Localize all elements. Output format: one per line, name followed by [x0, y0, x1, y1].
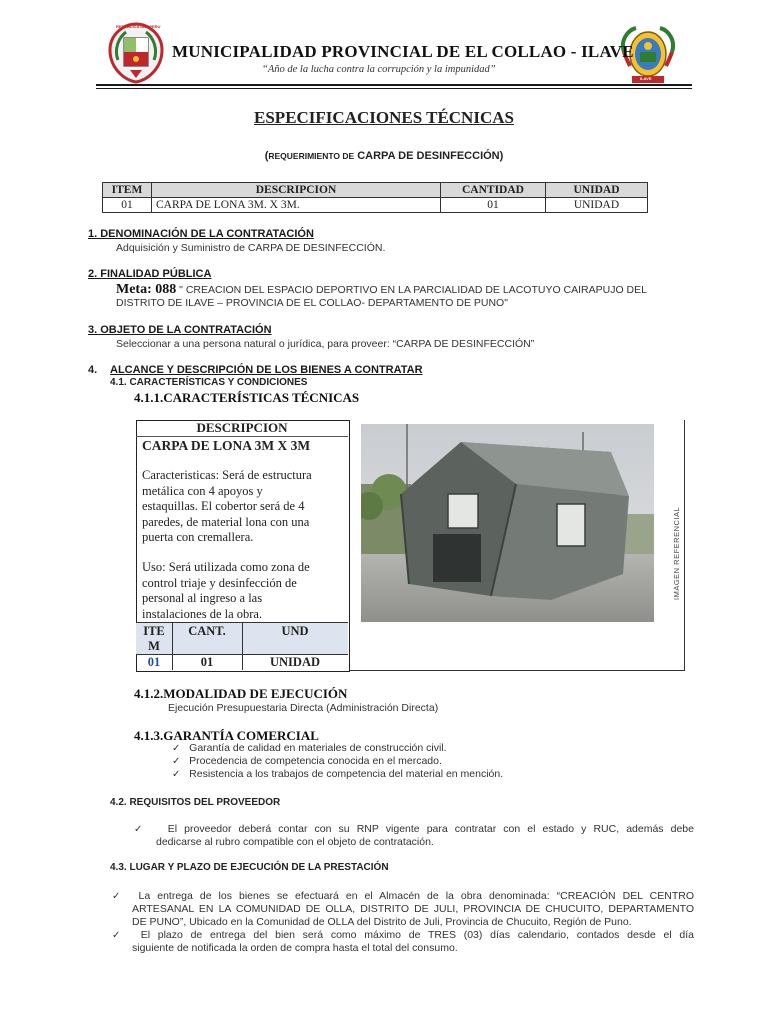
grid-col-item-line1: ITE — [143, 624, 165, 638]
spec-characteristics-line: Caracteristicas: Será de estructura — [142, 468, 312, 482]
col-header-unit: UNIDAD — [546, 183, 648, 198]
table-row — [103, 198, 648, 213]
spec-box-header: DESCRIPCION — [136, 420, 348, 437]
meta-label: Meta: 088 — [116, 282, 177, 297]
list-item: ✓ Procedencia de competencia conocida en el mercado. — [172, 755, 442, 767]
header-divider-thin — [96, 88, 692, 89]
col-header-quantity: CANTIDAD — [441, 183, 546, 198]
list-item: ✓ Garantía de calidad en materiales de construcción civil. — [172, 742, 447, 754]
spec-usage-line: personal al ingreso a las — [142, 591, 263, 605]
section-3-text: Seleccionar a una persona natural o jurídica, para proveer: “CARPA DE DESINFECCIÓN” — [116, 338, 535, 350]
section-41-heading: 4.1. CARACTERÍSTICAS Y CONDICIONES — [110, 377, 308, 388]
meta-text-1: " CREACION DEL ESPACIO DEPORTIVO EN LA PARCIALIDAD DE LACOTUYO CAIRAPUJO DEL — [176, 284, 647, 296]
section-42-heading: 4.2. REQUISITOS DEL PROVEEDOR — [110, 797, 281, 808]
col-header-item: ITEM — [103, 183, 152, 198]
spec-characteristics-line: puerta con cremallera. — [142, 530, 254, 544]
section-411-heading: 4.1.1.CARACTERÍSTICAS TÉCNICAS — [134, 390, 360, 405]
meta-text-2: DISTRITO DE ILAVE – PROVINCIA DE EL COLLAO- DEPARTAMENTO DE PUNO" — [116, 297, 508, 309]
spec-box-product-name: CARPA DE LONA 3M X 3M — [142, 438, 311, 453]
section-2-heading: 2. FINALIDAD PÚBLICA — [88, 268, 212, 280]
spec-usage-line: control triaje y desinfección de — [142, 575, 297, 590]
section-1-heading: 1. DENOMINACIÓN DE LA CONTRATACIÓN — [88, 228, 314, 240]
year-motto: “Año de la lucha contra la corrupción y la impunidad” — [262, 64, 496, 75]
spec-characteristics-line: metálica con 4 apoyos y — [142, 483, 263, 498]
grid-col-item — [136, 624, 172, 654]
grid-col-cant: CANT. — [188, 624, 226, 638]
deadline-line: ✓ El plazo de entrega del bien será como máximo de TRES (03) días calendario, contados desde el día — [112, 929, 694, 941]
provider-line-1: ✓ El proveedor deberá contar con su RNP vigente para contratar con el estado y RUC, además debe — [134, 823, 694, 835]
checkmark-icon: ✓ — [112, 891, 125, 902]
col-header-description: DESCRIPCION — [152, 183, 441, 198]
section-413-heading: 4.1.3.GARANTÍA COMERCIAL — [134, 728, 319, 743]
tent-reference-photo — [361, 424, 654, 622]
checkmark-icon: ✓ — [112, 930, 126, 941]
section-1-text: Adquisición y Suministro de CARPA DE DESINFECCIÓN. — [116, 242, 386, 254]
checkmark-icon: ✓ — [172, 769, 181, 780]
photo-reference-label: IMAGEN REFERENCIAL — [672, 506, 681, 600]
items-table — [102, 182, 648, 213]
document-subtitle: (REQUERIMIENTO DE CARPA DE DESINFECCIÓN) — [264, 150, 504, 162]
cell-unit: UNIDAD — [546, 198, 648, 213]
municipality-title: MUNICIPALIDAD PROVINCIAL DE EL COLLAO - ILAVE — [172, 42, 634, 61]
section-2-meta — [116, 282, 706, 298]
left-seal-caption: REPUBLICA DEL PERU — [116, 24, 161, 29]
grid-val-cant: 01 — [200, 655, 214, 669]
warranty-list — [172, 742, 503, 781]
section-43-body — [112, 890, 694, 955]
document-title: ESPECIFICACIONES TÉCNICAS — [254, 108, 514, 127]
checkmark-icon: ✓ — [134, 824, 147, 835]
grid-val-item: 01 — [147, 655, 161, 669]
section-43-heading: 4.3. LUGAR Y PLAZO DE EJECUCIÓN DE LA PRESTACIÓN — [110, 862, 389, 873]
deadline-line: siguiente de notificada la orden de compra hasta el total del consumo. — [132, 942, 458, 954]
cell-item: 01 — [103, 198, 152, 213]
peru-coat-of-arms-logo — [104, 20, 168, 86]
spec-characteristics-line: paredes, de material lona con una — [142, 514, 310, 529]
provider-line-2: dedicarse al rubro compatible con el objeto de contratación. — [156, 836, 434, 848]
list-item: ✓ Resistencia a los trabajos de competencia del material en mención. — [172, 768, 504, 780]
grid-col-item-line2: M — [148, 639, 160, 653]
delivery-line: DE PUNO”, Ubicado en la Comunidad de OLLA del Distrito de Juli, Provincia de Chucuito, Región de Puno. — [132, 916, 632, 928]
section-3-heading: 3. OBJETO DE LA CONTRATACIÓN — [88, 324, 272, 336]
section-42-body — [134, 823, 694, 849]
spec-usage-line: Uso: Será utilizada como zona de — [142, 560, 310, 574]
spec-usage — [142, 560, 344, 622]
section-4-heading: ALCANCE Y DESCRIPCIÓN DE LOS BIENES A CONTRATAR — [110, 364, 423, 376]
right-seal-caption: ILAVE — [640, 76, 652, 81]
grid-col-und: UND — [281, 624, 309, 638]
delivery-line: ARTESANAL EN LA COMUNIDAD DE OLLA, DISTRITO DE JULI, PROVINCIA DE CHUCUITO, DEPARTAMENTO — [132, 903, 694, 915]
cell-quantity: 01 — [441, 198, 546, 213]
cell-description: CARPA DE LONA 3M. X 3M. — [152, 198, 441, 213]
grid-val-und: UNIDAD — [270, 655, 320, 669]
delivery-line: ✓ La entrega de los bienes se efectuará en el Almacén de la obra denominada: “CREACIÓN DEL CENTRO — [112, 890, 694, 902]
checkmark-icon: ✓ — [172, 743, 181, 754]
spec-characteristics — [142, 468, 344, 546]
spec-characteristics-line: estaquillas. El cobertor será de 4 — [142, 499, 305, 513]
checkmark-icon: ✓ — [172, 756, 181, 767]
section-412-text: Ejecución Presupuestaria Directa (Administración Directa) — [168, 702, 439, 714]
spec-usage-line: instalaciones de la obra. — [142, 606, 263, 621]
section-412-heading: 4.1.2.MODALIDAD DE EJECUCIÓN — [134, 686, 348, 701]
header-divider — [96, 84, 692, 86]
section-4-number: 4. — [88, 364, 98, 376]
